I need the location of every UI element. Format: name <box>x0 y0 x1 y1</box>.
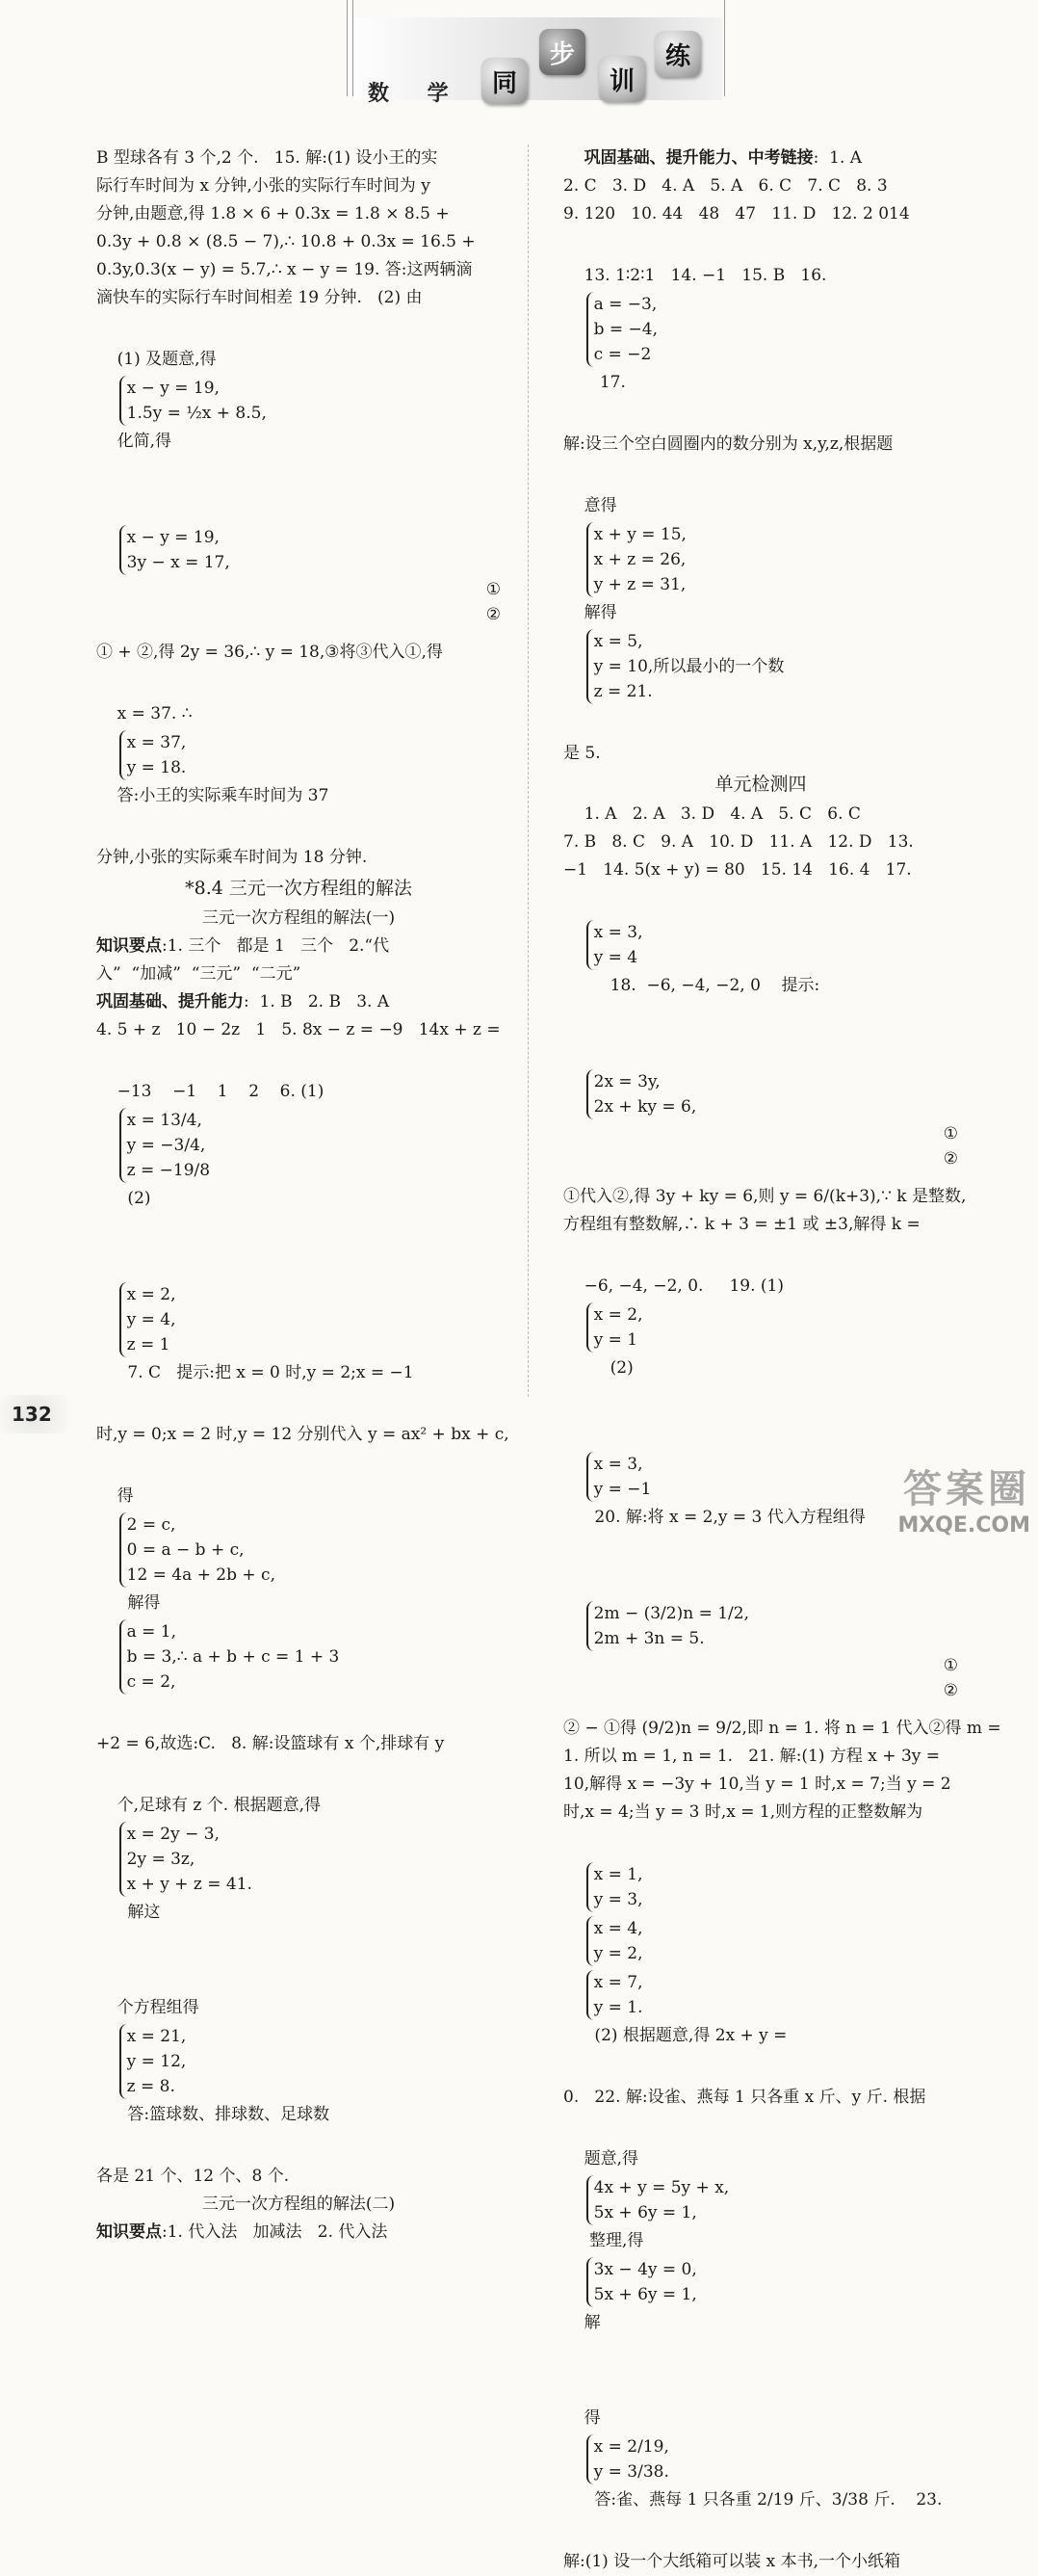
text-line: +2 = 6,故选:C. 8. 解:设篮球有 x 个,排球有 y <box>96 1734 445 1753</box>
equation-line <box>563 459 958 740</box>
subsection-title: 三元一次方程组的解法(二) <box>201 2195 396 2214</box>
label: 巩固基础、提升能力、中考链接 <box>584 148 814 168</box>
eq: 2y = 3z, <box>126 1850 195 1869</box>
text-line: 是 5. <box>563 744 601 763</box>
badge-tong: 同 <box>481 58 528 104</box>
text-line: 方程组有整数解,∴ k + 3 = ±1 或 ±3,解得 k = <box>563 1215 921 1234</box>
text-line <box>563 801 958 828</box>
eq: x = 4, <box>593 1919 643 1938</box>
equation-system <box>119 1619 340 1695</box>
left-column <box>96 145 509 2247</box>
equation-system <box>586 2434 669 2484</box>
label: 知识要点 <box>96 2222 162 2242</box>
eq: y = 3/38. <box>593 2462 669 2482</box>
text-line: 10,解得 x = −3y + 10,当 y = 1 时,x = 7;当 y = 2 <box>563 1774 951 1794</box>
text: (1) 及题意,得 <box>117 350 217 369</box>
watermark-url: MXQE.COM <box>897 1513 1030 1538</box>
equation-system <box>586 1302 643 1353</box>
text: 解得 <box>584 603 617 622</box>
eq: 12 = 4a + 2b + c, <box>126 1565 275 1585</box>
eq: 1.5y = ½x + 8.5, <box>126 404 267 423</box>
eq-number: ② <box>485 605 501 624</box>
eq: x + z = 26, <box>593 550 687 569</box>
section-title: 单元检测四 <box>714 774 807 795</box>
equation-system <box>586 1970 643 2020</box>
equation-line <box>563 1827 958 2084</box>
eq-number-group <box>944 1653 958 1703</box>
eq: 0 = a − b + c, <box>126 1540 245 1560</box>
equation-system <box>586 292 658 367</box>
text-line: 各是 21 个、12 个、8 个. <box>96 2167 290 2186</box>
text: x = 37. ∴ <box>117 704 193 723</box>
eq-number: ② <box>943 1681 958 1700</box>
eq: 3y − x = 17, <box>126 553 230 572</box>
equation-system <box>586 1069 697 1119</box>
text: 17. <box>584 373 626 392</box>
eq: a = −3, <box>593 295 658 314</box>
text-line: 4. 5 + z 10 − 2z 1 5. 8x − z = −9 14x + z = <box>96 1020 501 1039</box>
text-line: 7. B 8. C 9. A 10. D 11. A 12. D 13. <box>563 832 914 852</box>
eq: a = 1, <box>126 1622 177 1642</box>
text-line <box>96 2219 501 2247</box>
text: :1. 代入法 加减法 2. 代入法 <box>162 2222 388 2242</box>
text: 7. C 提示:把 x = 0 时,y = 2;x = −1 <box>117 1363 414 1382</box>
eq-number: ① <box>943 1124 958 1143</box>
eq: x − y = 19, <box>126 528 220 547</box>
eq: x = 21, <box>126 2027 187 2046</box>
eq: x = 3, <box>593 923 643 942</box>
text: 题意,得 <box>584 2149 639 2169</box>
text: :1. 三个 都是 1 三个 2.“代 <box>162 936 390 956</box>
eq: x = 1, <box>593 1865 643 1884</box>
eq: z = 1 <box>126 1335 170 1354</box>
eq: b = 3,∴ a + b + c = 1 + 3 <box>126 1647 340 1667</box>
text: 得 <box>117 1486 134 1506</box>
eq: x = 2y − 3, <box>126 1825 220 1844</box>
text: 整理,得 <box>584 2231 644 2250</box>
text-line: 分钟,小张的实际乘车时间为 18 分钟. <box>96 848 368 867</box>
text-line: 0.3y,0.3(x − y) = 5.7,∴ x − y = 19. 答:这两辆滴 <box>96 260 473 279</box>
badge-lian: 练 <box>655 31 701 77</box>
text: 20. 解:将 x = 2,y = 3 代入方程组得 <box>584 1508 866 1527</box>
eq: y = 4 <box>593 948 638 967</box>
eq: x = 2, <box>593 1305 643 1325</box>
text: −6, −4, −2, 0. 19. (1) <box>584 1276 784 1296</box>
eq: 2m + 3n = 5. <box>593 1629 705 1648</box>
equation-line <box>563 884 958 1034</box>
text: 答:篮球数、排球数、足球数 <box>117 2105 330 2124</box>
text: 答:小王的实际乘车时间为 37 <box>117 786 329 805</box>
equation-system <box>586 629 785 704</box>
eq: 4x + y = 5y + x, <box>593 2178 730 2197</box>
eq: z = −19/8 <box>126 1161 211 1180</box>
page-header <box>347 0 732 104</box>
text-line: −1 14. 5(x + y) = 80 15. 14 16. 4 17. <box>563 860 912 880</box>
eq: y = 1 <box>593 1330 638 1350</box>
text-line: B 型球各有 3 个,2 个. 15. 解:(1) 设小王的实 <box>96 148 438 168</box>
eq: c = −2 <box>593 345 652 364</box>
text-line: 际行车时间为 x 分钟,小张的实际行车时间为 y <box>96 176 430 196</box>
equation-line <box>96 1044 501 1247</box>
equation-line <box>563 1239 958 1416</box>
equation-system <box>119 730 187 780</box>
eq: 2x = 3y, <box>593 1072 661 1091</box>
equation-line <box>96 489 501 639</box>
text: 化简,得 <box>117 432 172 451</box>
eq: x + y = 15, <box>593 525 687 544</box>
text: (2) <box>117 1189 151 1208</box>
eq-number-group <box>486 577 501 627</box>
equation-line <box>563 1565 958 1715</box>
eq: x = 5, <box>593 632 643 651</box>
eq: b = −4, <box>593 320 659 339</box>
equation-line <box>96 312 501 489</box>
subject-title: 数 学 <box>368 82 464 106</box>
section-title: *8.4 三元一次方程组的解法 <box>185 878 412 899</box>
eq: y = 1. <box>593 1998 643 2017</box>
text-line <box>563 145 958 172</box>
equation-system <box>586 2257 697 2307</box>
watermark-logo <box>838 1459 1030 1536</box>
text: (2) 根据题意,得 2x + y = <box>584 2026 788 2045</box>
eq: x + y + z = 41. <box>126 1875 252 1894</box>
eq: c = 2, <box>126 1672 176 1692</box>
eq: x = 3, <box>593 1455 643 1474</box>
text-line: 1. 所以 m = 1, n = 1. 21. 解:(1) 方程 x + 3y = <box>563 1747 941 1766</box>
equation-line <box>96 667 501 844</box>
text-line <box>96 988 501 1016</box>
eq: y = 3, <box>593 1890 643 1909</box>
text: 个方程组得 <box>117 1998 199 2017</box>
text: (2) <box>584 1358 634 1378</box>
text: 意得 <box>584 496 617 515</box>
text-line: ② − ①得 (9/2)n = 9/2,即 n = 1. 将 n = 1 代入②得 m = <box>563 1719 1001 1738</box>
text: 1. A 2. A 3. D 4. A 5. C 6. C <box>584 804 861 824</box>
text-line: ①代入②,得 3y + ky = 6,则 y = 6/(k+3),∵ k 是整数, <box>563 1187 967 1206</box>
equation-system <box>119 2024 187 2099</box>
text: −13 −1 1 2 6. (1) <box>117 1082 324 1101</box>
equation-system <box>586 920 643 970</box>
text: 答:雀、燕每 1 只各重 2/19 斤、3/38 斤. 23. <box>584 2490 943 2510</box>
header-rule <box>724 0 725 96</box>
eq: x = 2/19, <box>593 2437 669 2457</box>
text-line <box>96 933 501 960</box>
text: 解得 <box>117 1593 161 1613</box>
eq: y = −1 <box>593 1480 652 1499</box>
eq: y + z = 31, <box>593 575 687 594</box>
eq: y = 12, <box>126 2052 187 2071</box>
equation-system <box>119 1512 275 1588</box>
eq-number: ① <box>485 580 501 599</box>
eq: x = 7, <box>593 1973 643 1992</box>
text-line: 2. C 3. D 4. A 5. A 6. C 7. C 8. 3 <box>563 176 888 196</box>
equation-line <box>563 2112 958 2371</box>
equation-system <box>119 1108 210 1183</box>
eq: z = 8. <box>126 2077 175 2096</box>
equation-system <box>586 1601 749 1651</box>
text-line: 解:(1) 设一个大纸箱可以装 x 本书,一个小纸箱 <box>563 2552 901 2571</box>
text: : 1. A <box>813 148 863 168</box>
eq: y = 4, <box>126 1310 176 1329</box>
eq: 2x + ky = 6, <box>593 1097 697 1117</box>
text-line: 0. 22. 解:设雀、燕每 1 只各重 x 斤、y 斤. 根据 <box>563 2088 926 2107</box>
text: 得 <box>584 2408 601 2428</box>
eq: 5x + 6y = 1, <box>593 2203 697 2222</box>
eq: 2m − (3/2)n = 1/2, <box>593 1604 750 1623</box>
text-line: 时,y = 0;x = 2 时,y = 12 分别代入 y = ax² + bx + c, <box>96 1425 509 1444</box>
equation-line <box>96 1758 501 1960</box>
equation-line <box>96 1449 501 1730</box>
label: 知识要点 <box>96 936 162 956</box>
eq: x = 13/4, <box>126 1111 202 1130</box>
header-rule <box>352 0 353 96</box>
equation-line <box>96 1247 501 1421</box>
text: 个,足球有 z 个. 根据题意,得 <box>117 1796 322 1815</box>
eq: x = 37, <box>126 733 187 752</box>
eq: 2 = c, <box>126 1515 176 1535</box>
equation-system <box>586 1916 643 1966</box>
text-line: 解:设三个空白圆圈内的数分别为 x,y,z,根据题 <box>563 434 894 454</box>
equation-system <box>586 2175 730 2225</box>
subsection-title: 三元一次方程组的解法(一) <box>201 908 396 928</box>
equation-system <box>586 1452 652 1502</box>
text: 解 <box>584 2313 601 2332</box>
text: 13. 1∶2∶1 14. −1 15. B 16. <box>584 266 827 285</box>
text-line: 9. 120 10. 44 48 47 11. D 12. 2 014 <box>563 204 910 223</box>
eq-number-group <box>944 1121 958 1171</box>
column-divider <box>528 145 529 1397</box>
text-line: 0.3y + 0.8 × (8.5 − 7),∴ 10.8 + 0.3x = 16.5 + <box>96 232 476 251</box>
watermark-text: 答案圈 <box>903 1467 1030 1511</box>
equation-line <box>563 228 958 431</box>
equation-line <box>96 1960 501 2163</box>
text-line: 时,x = 4;当 y = 3 时,x = 1,则方程的正整数解为 <box>563 1802 923 1822</box>
eq: x − y = 19, <box>126 379 220 398</box>
text-line: 入” “加减” “三元” “二元” <box>96 964 301 984</box>
eq: 3x − 4y = 0, <box>593 2260 697 2279</box>
eq-number: ① <box>943 1656 958 1675</box>
text: 18. −6, −4, −2, 0 提示: <box>584 976 820 995</box>
equation-line <box>563 2371 958 2548</box>
eq-number: ② <box>943 1149 958 1169</box>
label: 巩固基础、提升能力 <box>96 992 244 1012</box>
header-rule <box>347 0 348 96</box>
equation-system <box>119 1822 252 1897</box>
eq: y = 2, <box>593 1944 643 1963</box>
equation-system <box>119 525 230 575</box>
eq: x = 2, <box>126 1285 176 1304</box>
text: : 1. B 2. B 3. A <box>244 992 390 1012</box>
badge-bu: 步 <box>539 29 585 75</box>
badge-xun: 训 <box>599 56 645 102</box>
text-line: 滴快车的实际行车时间相差 19 分钟. (2) 由 <box>96 288 423 307</box>
text-line: ① + ②,得 2y = 36,∴ y = 18,③将③代入①,得 <box>96 643 443 662</box>
eq: z = 21. <box>593 682 653 701</box>
equation-system <box>119 376 267 426</box>
text: 解这 <box>117 1903 161 1922</box>
eq: y = 18. <box>126 758 187 777</box>
text-line: 分钟,由题意,得 1.8 × 6 + 0.3x = 1.8 × 8.5 + <box>96 204 450 223</box>
eq: y = 10,所以最小的一个数 <box>593 657 785 676</box>
equation-system <box>586 522 687 597</box>
eq: 5x + 6y = 1, <box>593 2285 697 2304</box>
equation-system <box>586 1862 643 1912</box>
equation-system <box>119 1282 176 1357</box>
page-number: 132 <box>0 1395 83 1433</box>
equation-line <box>563 1034 958 1183</box>
eq: y = −3/4, <box>126 1136 206 1155</box>
